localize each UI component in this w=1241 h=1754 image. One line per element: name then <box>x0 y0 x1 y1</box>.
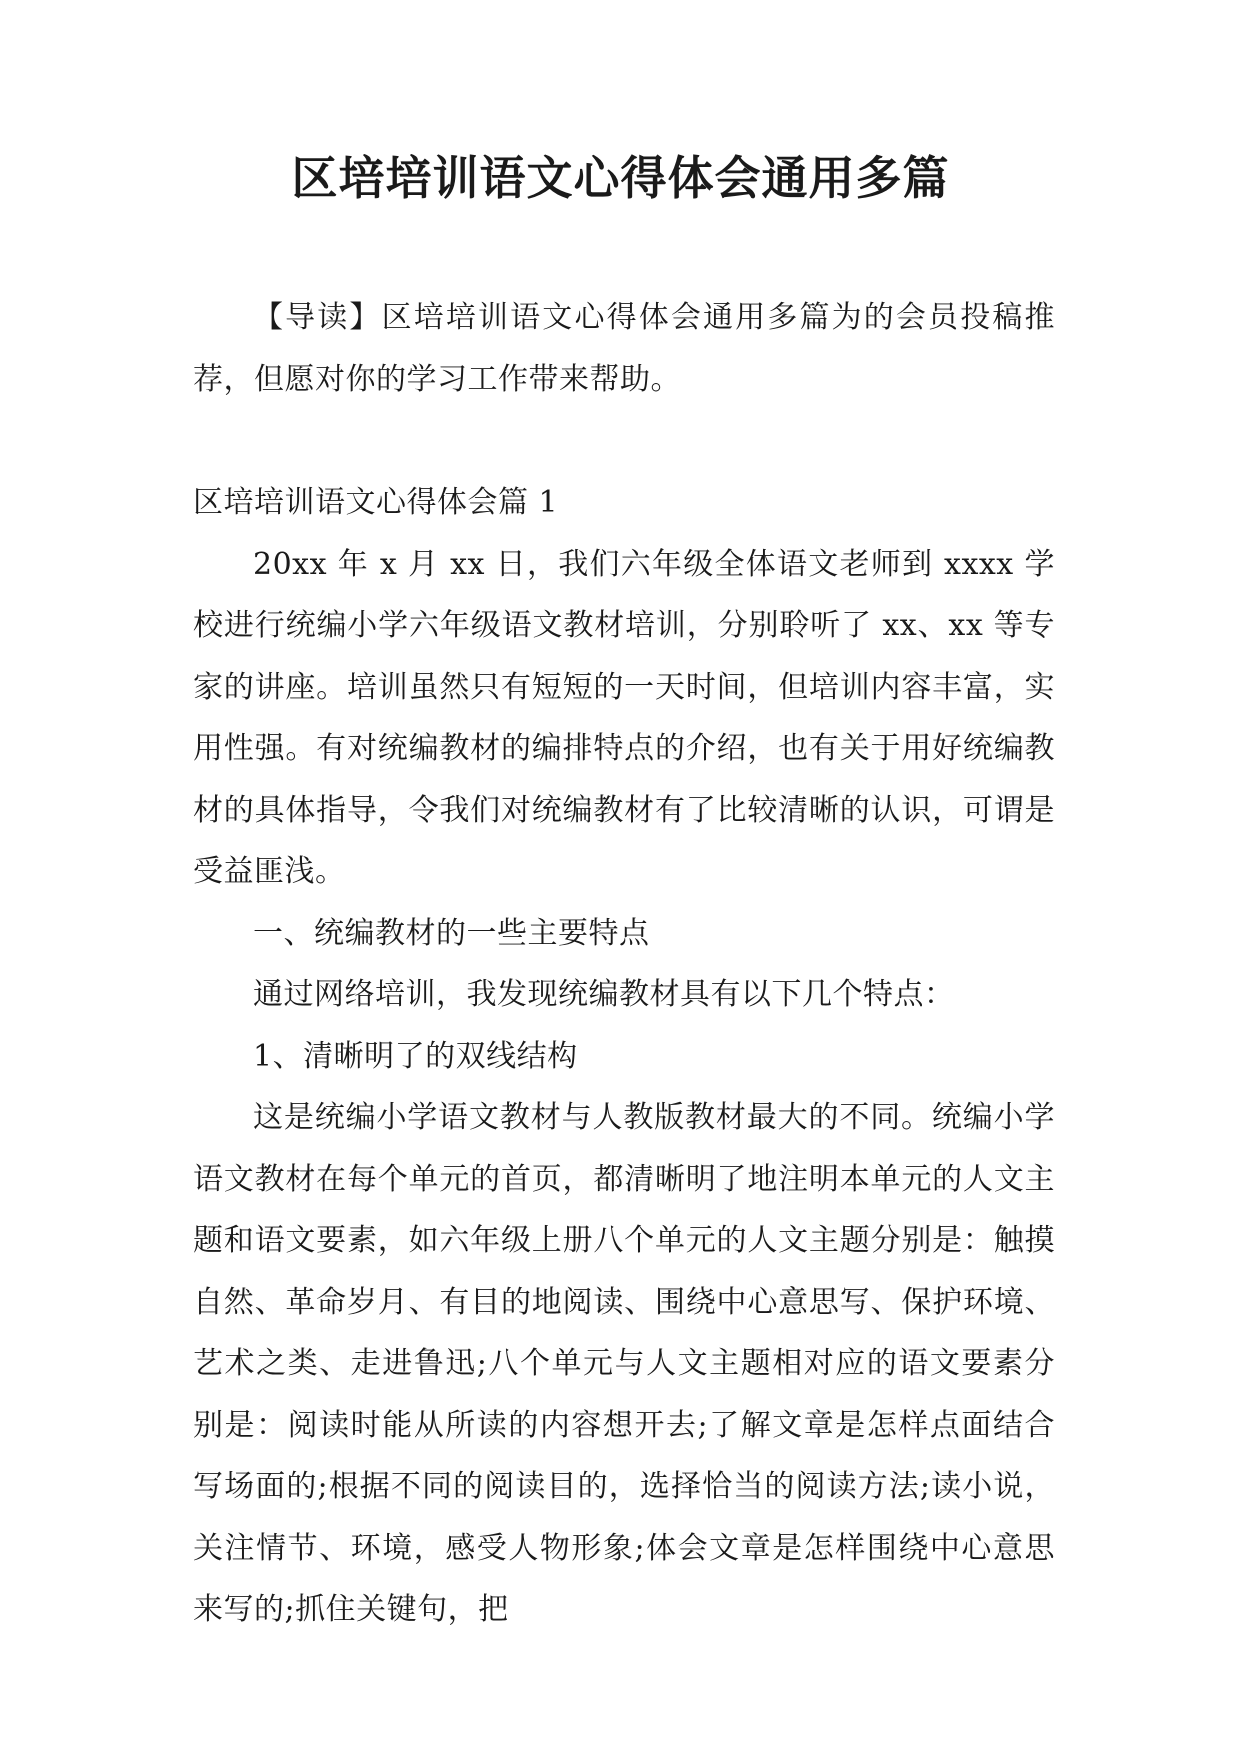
document-body <box>193 287 1055 1641</box>
body-paragraph: 这是统编小学语文教材与人教版教材最大的不同。统编小学语文教材在每个单元的首页，都清晰明了地注明本单元的人文主题和语文要素，如六年级上册八个单元的人文主题分别是：触摸自然、革命岁月、有目的地阅读、围绕中心意思写、保护环境、艺术之类、走进鲁迅;八个单元与人文主题相对应的语文要素分别是：阅读时能从所读的内容想开去;了解文章是怎样点面结合写场面的;根据不同的阅读目的，选择恰当的阅读方法;读小说，关注情节、环境，感受人物形象;体会文章是怎样围绕中心意思来写的;抓住关键句，把 <box>193 1100 1055 1627</box>
subsection-heading: 一、统编教材的一些主要特点 <box>253 915 650 951</box>
list-item-heading: 1、清晰明了的双线结构 <box>253 1038 578 1074</box>
intro-paragraph: 【导读】区培培训语文心得体会通用多篇为的会员投稿推荐，但愿对你的学习工作带来帮助。 <box>193 300 1055 397</box>
paragraph-spacer <box>193 410 1055 472</box>
section-heading: 区培培训语文心得体会篇 1 <box>193 485 559 520</box>
document-title: 区培培训语文心得体会通用多篇 <box>291 151 950 205</box>
body-paragraph: 20xx 年 x 月 xx 日，我们六年级全体语文老师到 xxxx 学校进行统编小学六年级语文教材培训，分别聆听了 xx、xx 等专家的讲座。培训虽然只有短短的一天时间，但培训内容丰富，实用性强。有对统编教材的编排特点的介绍，也有关于用好统编教材的具体指导，令我们对统编教材有了比较清晰的认识，可谓是受益匪浅。 <box>193 546 1055 889</box>
body-paragraph: 通过网络培训，我发现统编教材具有以下几个特点： <box>253 977 955 1012</box>
